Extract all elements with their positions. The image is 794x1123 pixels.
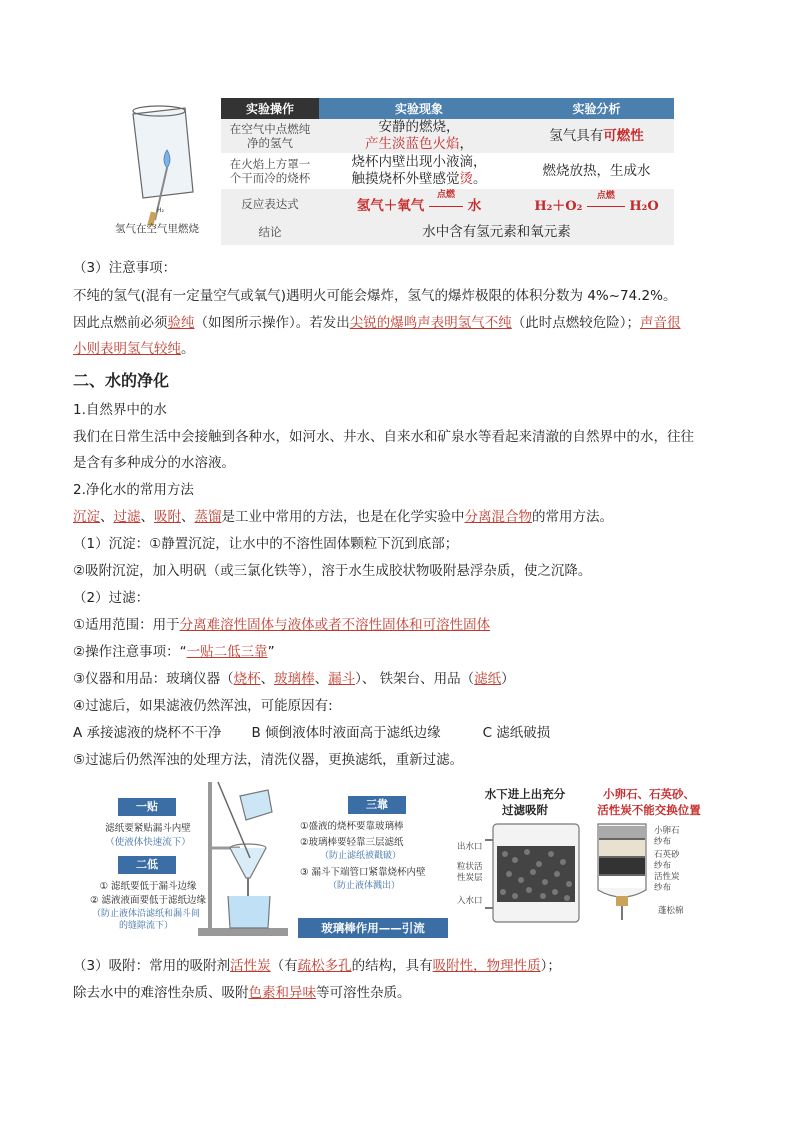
layer-label: 石英砂 bbox=[654, 850, 680, 860]
layer-label: 蓬松棉 bbox=[658, 906, 684, 916]
mid-label-a: 粒状活 bbox=[457, 862, 483, 872]
simple-filter-figure bbox=[584, 786, 714, 926]
layer-label: 纱布 bbox=[654, 861, 672, 871]
carbon-purifier-figure bbox=[455, 786, 585, 926]
text-line: ③仪器和用品：玻璃仪器（烧杯、玻璃棒、漏斗）、 铁架台、用品（滤纸） bbox=[73, 671, 515, 687]
yitie-title: 一贴 bbox=[118, 798, 176, 816]
table-cell-op: 结论 bbox=[221, 219, 319, 245]
text-line: （2）过滤： bbox=[73, 590, 150, 606]
erdi-title: 二低 bbox=[118, 856, 176, 874]
table-cell-phen: 烧杯内壁出现小液滴， 触摸烧杯外壁感觉烫。 bbox=[319, 153, 519, 189]
table-cell-op: 反应表达式 bbox=[221, 189, 319, 219]
sankao-2: ②玻璃棒要轻靠三层滤纸 bbox=[300, 837, 404, 848]
text-line: ④过滤后，如果滤液仍然浑浊，可能原因有: bbox=[73, 698, 333, 714]
carbon-title-b: 过滤吸附 bbox=[502, 803, 548, 817]
sankao-3: ③ 漏斗下端管口紧靠烧杯内壁 bbox=[300, 867, 426, 878]
table-cell-phen: 安静的燃烧， 产生淡蓝色火焰， bbox=[319, 119, 519, 153]
carbon-title-a: 水下进上出充分 bbox=[484, 787, 566, 801]
text-line: 1.自然界中的水 bbox=[73, 402, 167, 418]
experiment-table bbox=[221, 98, 674, 245]
table-header: 实验操作 bbox=[221, 98, 319, 119]
layer-label: 小卵石 bbox=[654, 826, 680, 836]
table-cell-op: 在空气中点燃纯净的氢气 bbox=[221, 119, 319, 153]
hydrogen-burning-figure bbox=[115, 100, 215, 240]
layer-label: 纱布 bbox=[654, 837, 672, 847]
h2-label: H₂ bbox=[157, 207, 164, 214]
layer-label: 纱布 bbox=[654, 883, 672, 893]
figure-caption: 氢气在空气里燃烧 bbox=[115, 223, 199, 235]
text-line: 2.净化水的常用方法 bbox=[73, 482, 194, 498]
table-header: 实验分析 bbox=[519, 98, 674, 119]
text-line: （3）吸附：常用的吸附剂活性炭（有疏松多孔的结构，具有吸附性，物理性质）； bbox=[73, 958, 561, 974]
text-line: 除去水中的难溶性杂质、吸附色素和异味等可溶性杂质。 bbox=[73, 985, 411, 1001]
text-line: 因此点燃前必须验纯（如图所示操作）。若发出尖锐的爆鸣声表明氢气不纯（此时点燃较危险）；声音很 bbox=[73, 315, 681, 331]
rod-banner: 玻璃棒作用——引流 bbox=[298, 918, 448, 938]
filtration-figure bbox=[88, 778, 466, 944]
chemical-equation: H₂＋O₂ 点燃 H₂O bbox=[519, 189, 674, 219]
table-cell-ana: 燃烧放热，生成水 bbox=[519, 153, 674, 189]
text-line: ②吸附沉淀，加入明矾（或三氯化铁等），溶于水生成胶状物吸附悬浮杂质，使之沉降。 bbox=[73, 563, 592, 579]
text-line: 不纯的氢气(混有一定量空气或氧气)遇明火可能会爆炸，氢气的爆炸极限的体积分数为 4%~74.2%。 bbox=[73, 288, 677, 304]
table-cell-op: 在火焰上方罩一个干而冷的烧杯 bbox=[221, 153, 319, 189]
yitie-text: 滤纸要紧贴漏斗内壁 bbox=[105, 823, 191, 834]
erdi-note: （防止液体沿滤纸和漏斗间的缝隙流下） bbox=[91, 909, 200, 931]
text-line: 小则表明氢气较纯。 bbox=[73, 341, 195, 357]
text-line: 我们在日常生活中会接触到各种水，如河水、井水、自来水和矿泉水等看起来清澈的自然界中的水，往往 bbox=[73, 429, 694, 445]
text-line: ②操作注意事项：“一贴二低三靠” bbox=[73, 644, 275, 660]
out-label: 出水口 bbox=[457, 842, 483, 852]
word-equation: 氢气＋氧气 点燃 水 bbox=[319, 189, 519, 219]
mid-label-b: 性炭层 bbox=[457, 873, 483, 883]
yitie-note: （使液体快速流下） bbox=[105, 837, 191, 848]
sankao-3-note: （防止液体溅出） bbox=[328, 881, 401, 891]
text-line: （1）沉淀：①静置沉淀，让水中的不溶性固体颗粒下沉到底部； bbox=[73, 536, 459, 552]
simple-title-a: 小卵石、石英砂、 bbox=[603, 787, 695, 801]
text-line: 是含有多种成分的水溶液。 bbox=[73, 455, 235, 471]
in-label: 入水口 bbox=[457, 896, 483, 906]
section-title: 二、水的净化 bbox=[73, 371, 170, 390]
sankao-2-note: （防止滤纸被戳破） bbox=[320, 851, 402, 861]
table-conclusion: 水中含有氢元素和氧元素 bbox=[319, 219, 674, 245]
erdi-1: ① 滤纸要低于漏斗边缘 bbox=[99, 881, 197, 892]
text-line: ①适用范围：用于分离难溶性固体与液体或者不溶性固体和可溶性固体 bbox=[73, 617, 491, 633]
simple-title-b: 活性炭不能交换位置 bbox=[597, 803, 701, 817]
table-header: 实验现象 bbox=[319, 98, 519, 119]
sankao-title: 三靠 bbox=[348, 796, 406, 814]
text-line: ⑤过滤后仍然浑浊的处理方法，清洗仪器，更换滤纸，重新过滤。 bbox=[73, 752, 464, 768]
text-line: A 承接滤液的烧杯不干净 B 倾倒液体时液面高于滤纸边缘 C 滤纸破损 bbox=[73, 725, 551, 741]
table-cell-ana: 氢气具有可燃性 bbox=[519, 119, 674, 153]
text-line: （3）注意事项： bbox=[73, 260, 177, 276]
erdi-2: ② 滤液液面要低于滤纸边缘 bbox=[89, 895, 207, 906]
text-line: 沉淀、过滤、吸附、蒸馏是工业中常用的方法，也是在化学实验中分离混合物的常用方法。 bbox=[73, 509, 613, 525]
sankao-1: ①盛液的烧杯要靠玻璃棒 bbox=[300, 821, 404, 832]
layer-label: 活性炭 bbox=[654, 872, 680, 882]
